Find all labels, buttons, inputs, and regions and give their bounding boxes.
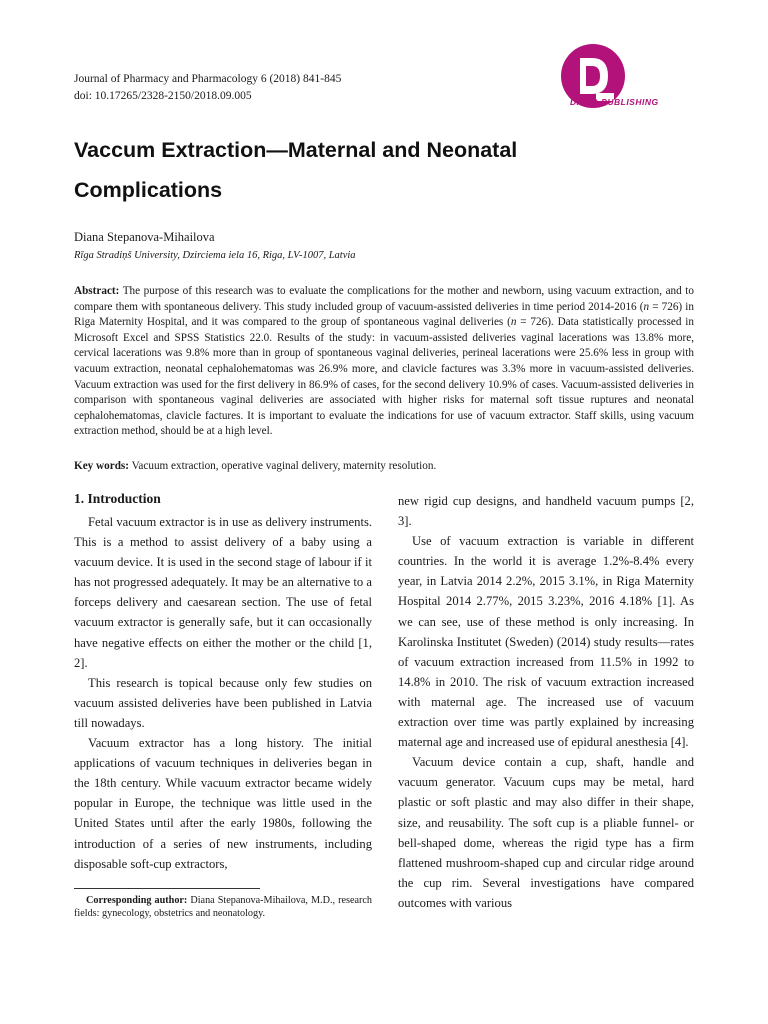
abstract-text-c: = 726). Data statistically processed in Microsoft Excel and SPSS Statistics 22.0. Results of the study: in vacuum-assisted deliveries vaginal lacerations was 13.8% more, cervical lacerations was 9.8% more than in group of spontaneous vaginal deliveries, perineal lacerations were 25.6% less in group with vacuum extraction, neonatal cephalohematomas was 26.9% more, and clavicle factures was 3.3% more in vacuum-assisted deliveries. Vacuum extraction was used for the first delivery in 86.9% of cases, for the second delivery 10.9% of cases. Vacuum-assisted deliveries in comparison with spontaneous vaginal deliveries are associated with higher risks for maternal soft tissue ruptures and neonatal cephalohematomas, clavicle factures. It is important to evaluate the indications for use of vacuum extractor. Staff skills, using vacuum extraction method, should be at a high level. [74, 316, 694, 438]
journal-header [74, 71, 514, 105]
paragraph: This research is topical because only few studies on vacuum assisted deliveries have been published in Latvia till nowadays. [74, 675, 372, 730]
abstract-label: Abstract: [74, 285, 120, 297]
logo-text: DAVID PUBLISHING [570, 97, 659, 107]
abstract-n1: n [643, 300, 650, 313]
footnote [74, 894, 372, 920]
abstract-n2: n [510, 316, 517, 329]
paragraph: Vacuum device contain a cup, shaft, handle and vacuum generator. Vacuum cups may be metal, hard plastic or soft plastic and may also differ in their shape, size, and reusability. The soft cup is a pliable funnel- or bell-shaped dome, whereas the rigid type has a firm flattened mushroom-shaped cup and circular ridge around the cup rim. Several investigations have compared outcomes with various [398, 755, 694, 910]
paragraph-continuation: new rigid cup designs, and handheld vacuum pumps [2, 3]. [398, 494, 694, 529]
title-line-2: Complications [74, 178, 223, 202]
footnote-text: Diana Stepanova-Mihailova, M.D., research fields: gynecology, obstetrics and neonatology. [74, 895, 373, 919]
title-line-1: Vaccum Extraction—Maternal and Neonatal [74, 138, 518, 162]
author-name: Diana Stepanova-Mihailova [74, 230, 215, 244]
abstract-text-b: = 726) in Riga Maternity Hospital, and it was compared to the group of spontaneous vaginal deliveries ( [74, 300, 694, 329]
david-publishing-logo-icon [556, 40, 706, 120]
paper-title [74, 130, 634, 210]
right-column [398, 491, 694, 913]
doi: doi: 10.17265/2328-2150/2018.09.005 [74, 90, 252, 102]
keywords-label: Key words: [74, 460, 129, 472]
publisher-logo [556, 40, 706, 120]
footnote-divider [74, 888, 260, 889]
keywords-text: Vacuum extraction, operative vaginal delivery, maternity resolution. [129, 460, 437, 472]
affiliation [74, 250, 356, 261]
left-column [74, 512, 372, 874]
journal-citation: Journal of Pharmacy and Pharmacology 6 (2018) 841-845 [74, 73, 342, 85]
abstract [74, 284, 694, 440]
keywords [74, 459, 694, 474]
affiliation-rest: University, Dzirciema iela 16, Riga, LV-1007, Latvia [131, 250, 356, 261]
paragraph: Fetal vacuum extractor is in use as delivery instruments. This is a method to assist delivery of a baby using a vacuum device. It is used in the second stage of labour if it has not progressed adequately. It may be an alternative to a forceps delivery and caesarean section. The use of fetal vacuum extractor is generally safe, but it can occasionally have negative effects on either the mother or the child [1, 2]. [74, 515, 372, 670]
section-heading-introduction: 1. Introduction [74, 491, 161, 506]
affiliation-prefix: Rīga Stradiņš [74, 250, 132, 261]
paragraph: Use of vacuum extraction is variable in different countries. In the world it is average 1.2%-8.4% every year, in Latvia 2014 2.2%, 2015 3.1%, in Riga Maternity Hospital 2014 2.77%, 2015 3.23%, 2016 4.18% [1]. As we can see, use of these method is only increasing. In Karolinska Institutet (Sweden) (2014) study results—rates of vacuum extraction increased from 11.5% in 1992 to 14.8% in 2010. The risk of vacuum extraction increased with maternal age. The increased use of vacuum extraction over time was partly explained by increasing maternal age and increased use of epidural anesthesia [4]. [398, 534, 694, 750]
paragraph: Vacuum extractor has a long history. The initial applications of vacuum techniques in deliveries began in the 18th century. While vacuum extractor became widely popular in Europe, the technique was little used in the United States until after the early 1980s, following the introduction of a series of new instruments, including disposable soft-cup extractors, [74, 736, 372, 871]
footnote-label: Corresponding author: [86, 895, 188, 906]
abstract-text-a: The purpose of this research was to evaluate the complications for the mother and newborn, using vacuum extraction, and to compare them with spontaneous delivery. This study included group of vacuum-assisted deliveries in time period 2014-2016 ( [74, 285, 694, 313]
